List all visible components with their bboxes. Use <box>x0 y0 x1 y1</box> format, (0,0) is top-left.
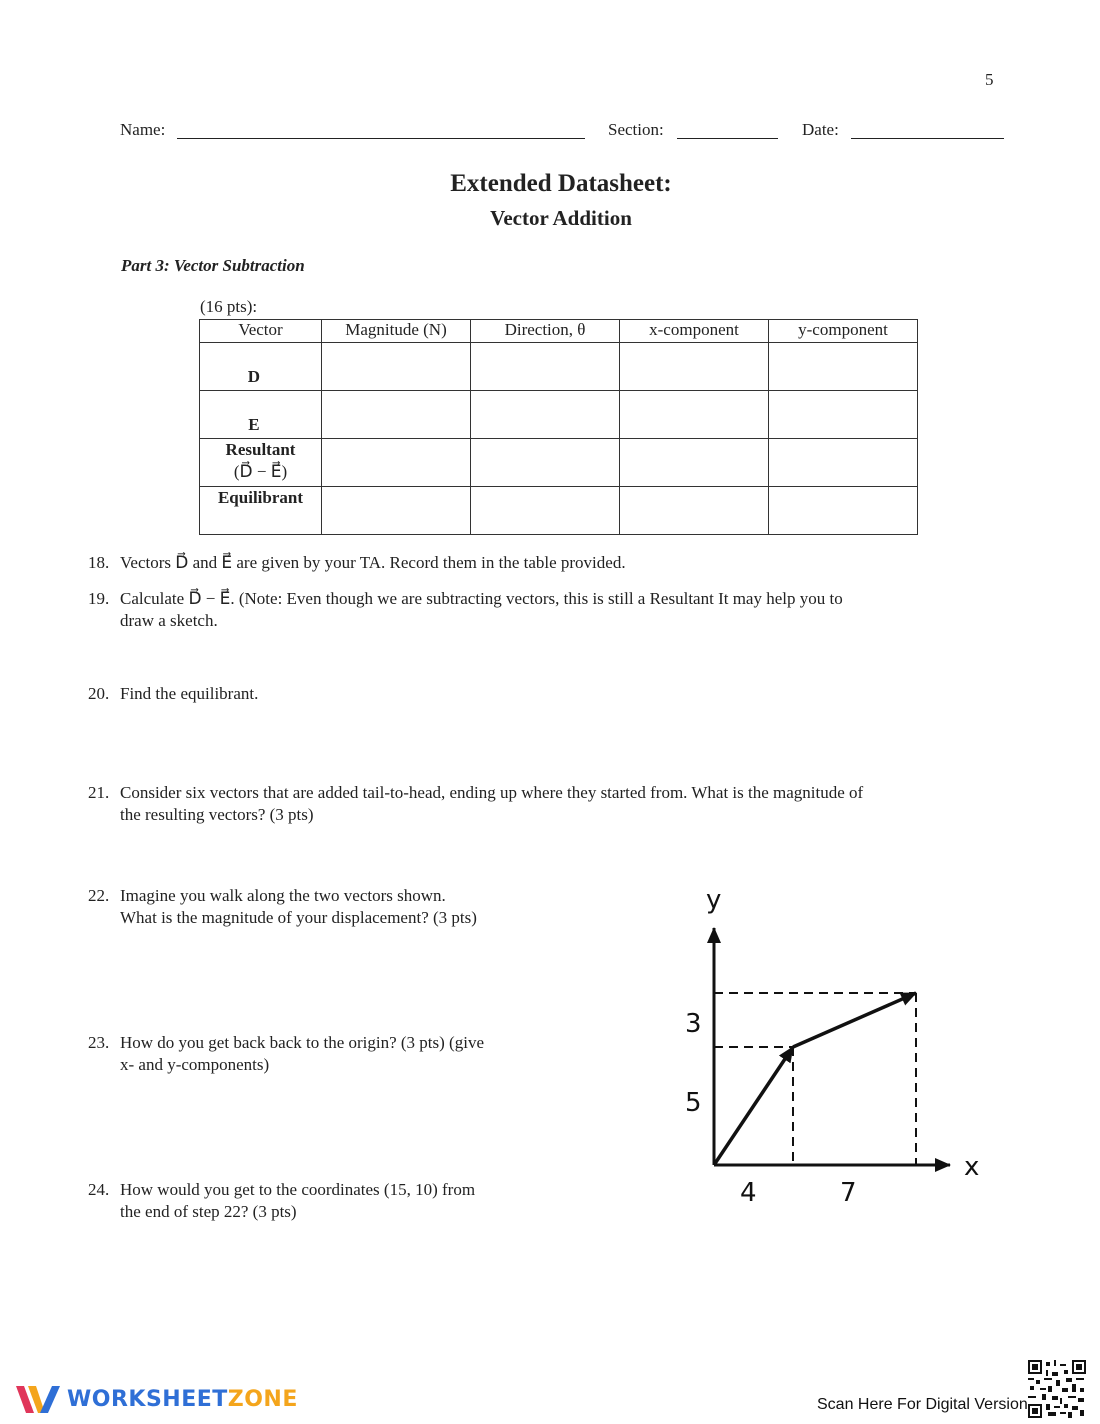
question-text: How do you get back back to the origin? (3 pts) (give <box>120 1033 484 1052</box>
page-subtitle: Vector Addition <box>490 206 632 230</box>
table-row <box>200 487 918 535</box>
worksheetzone-logo-icon <box>14 1383 62 1417</box>
row-label <box>200 343 322 391</box>
question-text-cont: the end of step 22? (3 pts) <box>120 1202 297 1221</box>
page-title: Extended Datasheet: <box>450 170 672 197</box>
section-field-line[interactable] <box>677 138 778 139</box>
column-header: Direction, θ <box>471 320 620 343</box>
scan-text: Scan Here For Digital Version <box>817 1396 1028 1413</box>
question-text: Consider six vectors that are added tail-to-head, ending up where they started from. What is the magnitude of <box>120 783 864 802</box>
table-cell[interactable] <box>620 439 769 487</box>
table-cell[interactable] <box>471 343 620 391</box>
question-number: 18. <box>88 553 110 572</box>
table-cell[interactable] <box>471 391 620 439</box>
question-text: Imagine you walk along the two vectors shown. <box>120 886 446 905</box>
brand-name-part2: ZONE <box>227 1387 298 1412</box>
question-text-cont: the resulting vectors? (3 pts) <box>120 805 314 824</box>
table-header-row <box>200 320 918 343</box>
column-header: Magnitude (N) <box>322 320 471 343</box>
table-cell[interactable] <box>322 487 471 535</box>
column-header: y-component <box>769 320 918 343</box>
date-field-line[interactable] <box>851 138 1004 139</box>
name-field-line[interactable] <box>177 138 585 139</box>
vector-diagram <box>660 880 1000 1220</box>
table-cell[interactable] <box>322 391 471 439</box>
table-cell[interactable] <box>769 343 918 391</box>
y-segment-label-2: 3 <box>685 1009 702 1039</box>
section-label: Section: <box>608 120 664 139</box>
row-label-text: Equilibrant <box>217 488 304 507</box>
date-label: Date: <box>802 120 839 139</box>
brand-name-part1: WORKSHEET <box>67 1387 228 1412</box>
column-header: x-component <box>620 320 769 343</box>
page-number: 5 <box>985 70 994 89</box>
question-number: 22. <box>88 886 110 905</box>
table-cell[interactable] <box>620 487 769 535</box>
name-label: Name: <box>120 120 166 139</box>
question-text: Find the equilibrant. <box>120 684 259 703</box>
table-cell[interactable] <box>322 439 471 487</box>
table-cell[interactable] <box>471 439 620 487</box>
x-axis-label: x <box>964 1152 980 1182</box>
part-heading: Part 3: Vector Subtraction <box>121 256 305 275</box>
y-axis-label: y <box>706 885 722 915</box>
row-label-text: E⃗ <box>248 415 273 434</box>
question-text-cont: x- and y-components) <box>120 1055 270 1074</box>
column-header: Vector <box>200 320 322 343</box>
row-label <box>200 487 322 535</box>
x-segment-label-1: 4 <box>740 1178 757 1208</box>
question-text-cont: What is the magnitude of your displacement? (3 pts) <box>120 908 477 927</box>
vector-table <box>199 319 918 535</box>
table-cell[interactable] <box>620 391 769 439</box>
brand-name[interactable] <box>67 1387 298 1412</box>
table-row <box>200 343 918 391</box>
table-cell[interactable] <box>322 343 471 391</box>
question-number: 20. <box>88 684 110 703</box>
table-cell[interactable] <box>769 391 918 439</box>
question-number: 24. <box>88 1180 110 1199</box>
row-label-text: Resultant <box>225 440 296 459</box>
table-row <box>200 391 918 439</box>
table-cell[interactable] <box>769 487 918 535</box>
table-cell[interactable] <box>471 487 620 535</box>
row-label <box>200 439 322 487</box>
question-number: 23. <box>88 1033 110 1052</box>
points-note: (16 pts): <box>200 297 258 316</box>
row-label-text: D⃗ <box>247 367 274 386</box>
question-text: How would you get to the coordinates (15, 10) from <box>120 1180 476 1199</box>
table-row <box>200 439 918 487</box>
row-label-subtext: (D⃗ − E⃗) <box>233 462 288 481</box>
question-number: 21. <box>88 783 110 802</box>
question-text: Vectors D⃗ and E⃗ are given by your TA. Record them in the table provided. <box>120 553 626 572</box>
question-text: Calculate D⃗ − E⃗. (Note: Even though we are subtracting vectors, this is still a Resultant It may help you to <box>120 589 843 608</box>
question-number: 19. <box>88 589 110 608</box>
table-cell[interactable] <box>769 439 918 487</box>
row-label <box>200 391 322 439</box>
x-segment-label-2: 7 <box>840 1178 857 1208</box>
qr-code-icon[interactable] <box>1028 1360 1086 1418</box>
vector-1-arrow <box>714 1047 793 1165</box>
y-segment-label-1: 5 <box>685 1088 702 1118</box>
vector-2-arrow <box>793 993 916 1047</box>
question-text-cont: draw a sketch. <box>120 611 218 630</box>
table-cell[interactable] <box>620 343 769 391</box>
